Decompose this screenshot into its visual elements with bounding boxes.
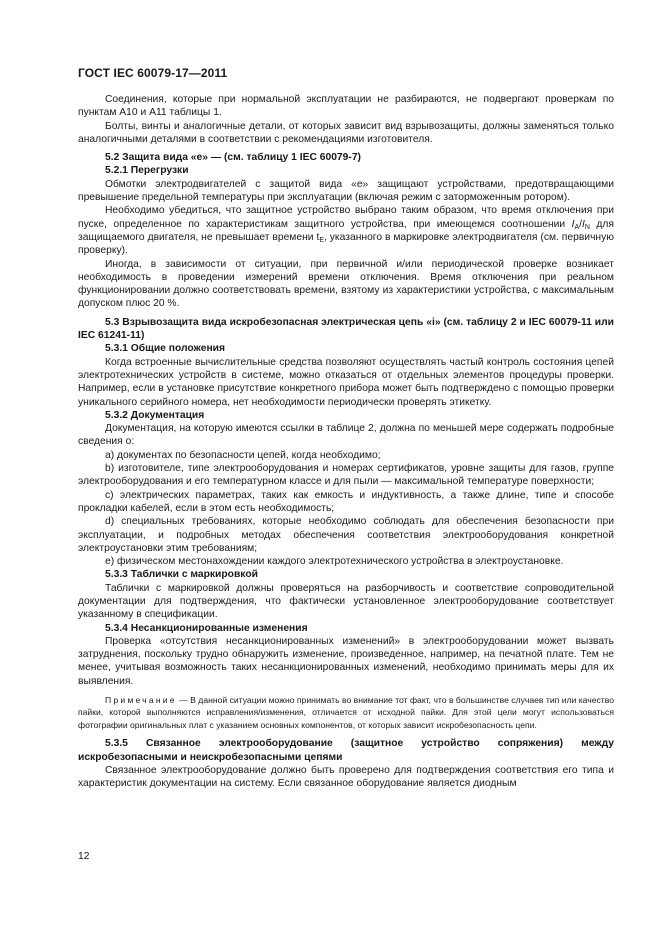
paragraph: Болты, винты и аналогичные детали, от которых зависит вид взрывозащиты, должны заменяться только аналогичными деталями в соответствии с рекомендациями изготовителя. bbox=[78, 120, 614, 145]
document-body bbox=[78, 93, 614, 790]
paragraph: Соединения, которые при нормальной эксплуатации не разбираются, не подвергают проверкам по пунктам A10 и A11 таблицы 1. bbox=[78, 94, 614, 119]
list-item: e) физическом местонахождении каждого электротехнического устройства в электроустановке. bbox=[105, 556, 564, 568]
section-heading-5-3-3: 5.3.3 Таблички с маркировкой bbox=[105, 569, 258, 581]
paragraph: Связанное электрооборудование должно быть проверено для подтверждения соответствия его типа и характеристик документации на систему. Если связанное оборудование является диодным bbox=[78, 764, 614, 790]
paragraph: Иногда, в зависимости от ситуации, при первичной и/или периодической проверке возникает необходимость в проведении измерений времени отключения. Время отключения при реальном функционировании должно соответствовать времени, взятому из характеристики устройства, с максимальным допуском плюс 20 %. bbox=[78, 258, 614, 310]
paragraph-ratio: Необходимо убедиться, что защитное устройство выбрано таким образом, что время отключения при пуске, определенное по характеристикам защитного устройства, при имеющемся соотношении $I_A/I_N$ для защищаемого двигателя, не превышает времени $t_E$, указанного в маркировке электродвигателя (см. первичную проверку). bbox=[78, 205, 614, 257]
document-header: ГОСТ IEC 60079-17—2011 bbox=[78, 66, 228, 80]
section-heading-5-2: 5.2 Защита вида «е» — (см. таблицу 1 IEC 60079-7) bbox=[105, 152, 361, 164]
section-heading-5-3: 5.3 Взрывозащита вида искробезопасная электрическая цепь «i» (см. таблицу 2 и IEC 60079-11 или IEC 61241-11) bbox=[78, 316, 614, 342]
list-item: b) изготовителе, типе электрооборудования и номерах сертификатов, уровне защиты для газов, группе электрооборудования и его температурном классе и для пыли — максимальной температуре поверхности; bbox=[78, 463, 614, 488]
section-heading-5-3-1: 5.3.1 Общие положения bbox=[105, 343, 225, 355]
section-heading-5-3-2: 5.3.2 Документация bbox=[105, 409, 205, 421]
list-item: d) специальных требованиях, которые необходимо соблюдать для обеспечения безопасности при эксплуатации, и подробных методах обеспечения соответствия электрооборудования конкретной электроустановки этим требованиям; bbox=[78, 516, 614, 554]
page-number: 12 bbox=[78, 851, 90, 862]
note-text: — В данной ситуации можно принимать во внимание тот факт, что в большинстве случаев тип или качество пайки, которой выполняются исправления/изменения, отличается от исходной пайки. Для этой цели могут использоваться фотографии оригинальных плат с указанием основных компонентов, от которых зависит искробезопасность цепи. bbox=[78, 695, 614, 730]
section-heading-5-3-4: 5.3.4 Несанкционированные изменения bbox=[105, 622, 308, 634]
note bbox=[78, 694, 614, 731]
list-item: c) электрических параметрах, таких как емкость и индуктивность, а также длине, типе и способе прокладки кабелей, если в этом есть необходимость; bbox=[78, 489, 614, 514]
list-item: a) документах по безопасности цепей, когда необходимо; bbox=[105, 449, 381, 461]
paragraph: Документация, на которую имеются ссылки в таблице 2, должна по меньшей мере содержать подробные сведения о: bbox=[78, 423, 614, 448]
paragraph: Таблички с маркировкой должны проверяться на разборчивость и соответствие сопроводительной документации для подтверждения, что фактически установленное электрооборудование соответствует указанному в спецификации. bbox=[78, 582, 614, 621]
note-label: Примечание bbox=[105, 695, 177, 706]
section-heading-5-3-5: 5.3.5 Связанное электрооборудование (защитное устройство сопряжения) между искробезопасными и неискробезопасными цепями bbox=[78, 738, 614, 763]
section-heading-5-2-1: 5.2.1 Перегрузки bbox=[105, 165, 189, 177]
paragraph: Проверка «отсутствия несанкционированных изменений» в электрооборудовании может вызвать затруднения, поскольку трудно обнаружить изменение, произведенное, например, на печатной плате. Тем не менее, учитывая возможность таких несанкционированных изменений, необходимо принимать меры для их выявления. bbox=[78, 635, 614, 687]
paragraph: Обмотки электродвигателей с защитой вида «е» защищают устройствами, предотвращающими превышение предельной температуры при эксплуатации (включая режим с заторможенным ротором). bbox=[78, 178, 614, 204]
paragraph: Когда встроенные вычислительные средства позволяют осуществлять частый контроль состояния цепей электротехнических устройств в системе, можно отказаться от отдельных элементов процедуры проверки. Например, если в установке присутствие конкретного прибора может быть подтверждено с помощью проверки уникального серийного номера, нет необходимости периодически проверять этикетку. bbox=[78, 356, 614, 408]
